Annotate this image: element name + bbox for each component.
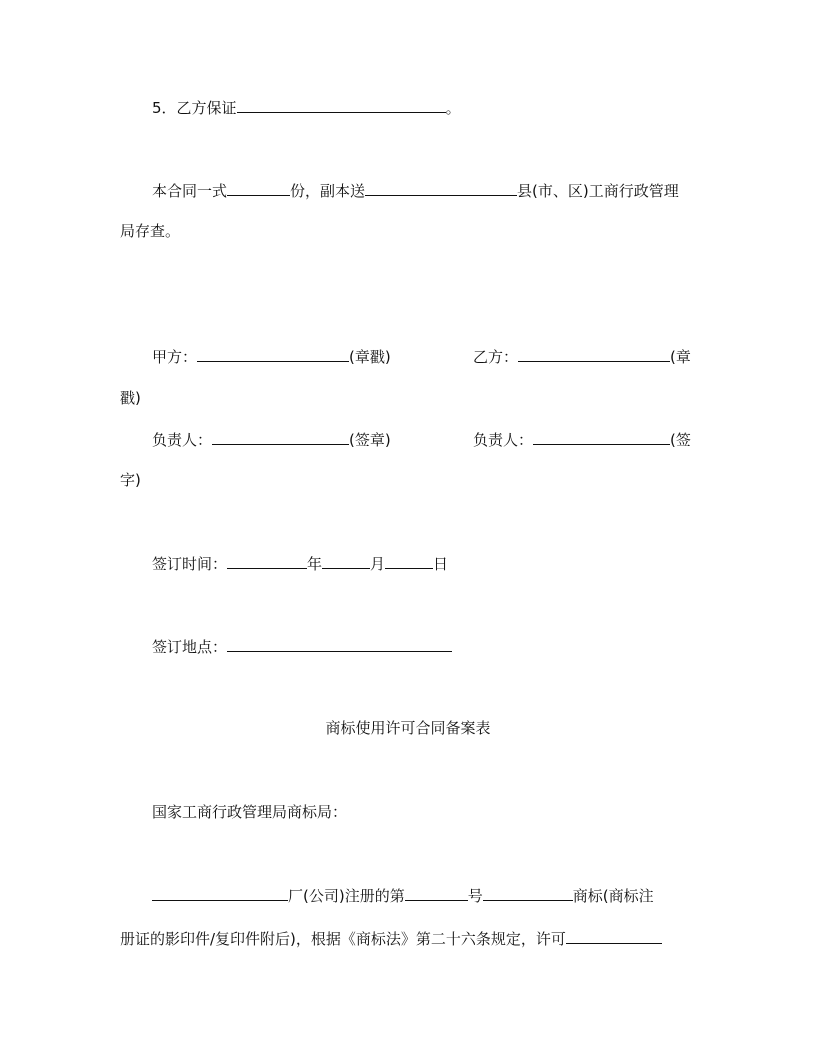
period: 。 [445,99,461,117]
company-blank[interactable] [152,885,288,901]
reg-number-blank[interactable] [405,885,468,901]
resp-a-blank[interactable] [212,429,349,445]
copies-line-2: 局存查。 [120,222,181,240]
body-text-1: 厂(公司)注册的第 [288,887,405,905]
resp-b-blank[interactable] [533,429,670,445]
party-b-seal: (章 [670,348,691,366]
month-blank[interactable] [322,553,370,569]
resp-a-sign: (签章) [349,431,391,449]
party-a-label: 甲方： [152,348,198,366]
trademark-blank[interactable] [483,885,573,901]
party-b-seal-cont: 戳) [120,389,141,407]
body-text-2: 号 [467,887,483,905]
party-b-label: 乙方： [473,348,519,366]
day-label: 日 [433,555,449,573]
copies-count-blank[interactable] [227,180,290,196]
resp-b-sign: (签 [670,431,691,449]
item-number: 5． [152,99,177,117]
resp-a-line [152,429,391,449]
body-line-1 [152,885,654,905]
year-blank[interactable] [227,553,307,569]
resp-b-label: 负责人： [473,431,534,449]
sign-time-label: 签订时间： [152,555,228,573]
year-label: 年 [307,555,323,573]
copies-line [152,180,679,200]
resp-b-sign-cont: 字) [120,471,141,489]
licensee-blank[interactable] [566,928,662,944]
month-label: 月 [370,555,386,573]
guarantee-label: 乙方保证 [176,99,237,117]
body-line-2 [120,928,662,948]
party-a-line [152,346,391,366]
copies-suffix: 县(市、区)工商行政管理 [517,182,679,200]
form-title: 商标使用许可合同备案表 [325,719,491,737]
copies-mid: 份，副本送 [290,182,366,200]
copies-prefix: 本合同一式 [152,182,228,200]
resp-a-label: 负责人： [152,431,213,449]
resp-b-line [473,429,691,449]
party-b-line [473,346,691,366]
body-text-4: 册证的影印件/复印件附后)，根据《商标法》第二十六条规定，许可 [120,930,566,948]
guarantee-line [152,97,461,117]
day-blank[interactable] [385,553,433,569]
party-b-blank[interactable] [518,346,670,362]
sign-place-blank[interactable] [227,636,452,652]
county-blank[interactable] [365,180,517,196]
body-text-3: 商标(商标注 [572,887,654,905]
sign-place-label: 签订地点： [152,638,228,656]
sign-place-line [152,636,452,656]
party-a-seal: (章戳) [349,348,391,366]
party-a-blank[interactable] [197,346,349,362]
guarantee-blank[interactable] [237,97,446,113]
sign-time-line [152,553,448,573]
addressee: 国家工商行政管理局商标局： [152,803,348,821]
